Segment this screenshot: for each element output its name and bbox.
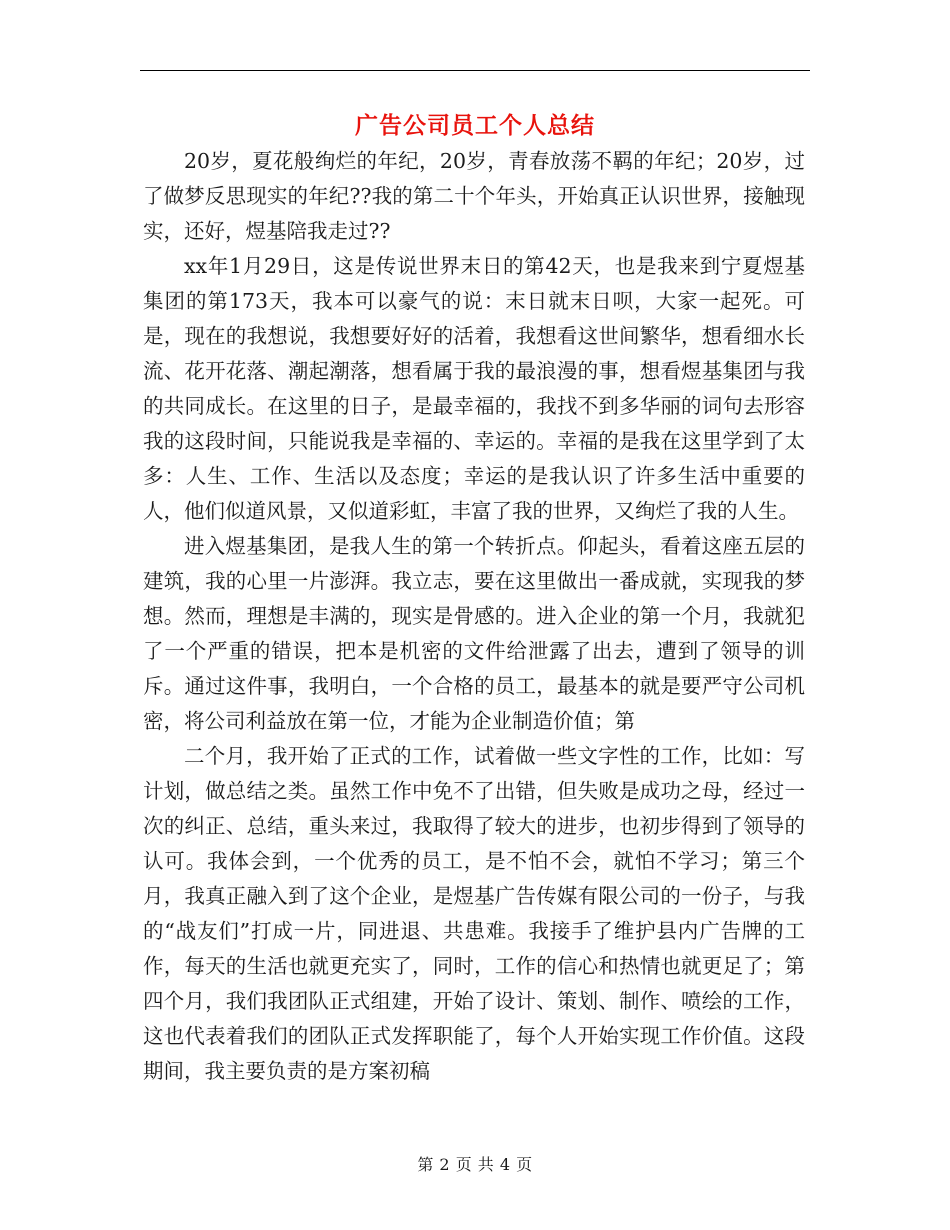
page-title: 广告公司员工个人总结 <box>355 112 595 139</box>
paragraph-2: xx年1月29日，这是传说世界末日的第42天，也是我来到宁夏煜基集团的第173天，我本可以豪气的说：末日就末日呗，大家一起死。可是，现在的我想说，我想要好好的活着，我想看这世间繁华，想看细水长流、花开花落、潮起潮落，想看属于我的最浪漫的事，想看煜基集团与我的共同成长。在这里的日子，是最幸福的，我找不到多华丽的词句去形容我的这段时间，只能说我是幸福的、幸运的。幸福的是我在这里学到了太多：人生、工作、生活以及态度；幸运的是我认识了许多生活中重要的人，他们似道风景，又似道彩虹，丰富了我的世界，又绚烂了我的人生。 <box>143 254 805 523</box>
page-footer: 第 2 页 共 4 页 <box>417 1155 533 1174</box>
paragraph-3: 进入煜基集团，是我人生的第一个转折点。仰起头，看着这座五层的建筑，我的心里一片澎湃。我立志，要在这里做出一番成就，实现我的梦想。然而，理想是丰满的，现实是骨感的。进入企业的第一个月，我就犯了一个严重的错误，把本是机密的文件给泄露了出去，遭到了领导的训斥。通过这件事，我明白，一个合格的员工，最基本的就是要严守公司机密，将公司利益放在第一位，才能为企业制造价值；第 <box>143 534 805 733</box>
body-text <box>143 144 805 1089</box>
header-rule <box>140 70 810 71</box>
paragraph-4: 二个月，我开始了正式的工作，试着做一些文字性的工作，比如：写计划，做总结之类。虽然工作中免不了出错，但失败是成功之母，经过一次的纠正、总结，重头来过，我取得了较大的进步，也初步得到了领导的认可。我体会到，一个优秀的员工，是不怕不会，就怕不学习；第三个月，我真正融入到了这个企业，是煜基广告传媒有限公司的一份子，与我的“战友们”打成一片，同进退、共患难。我接手了维护县内广告牌的工作，每天的生活也就更充实了，同时，工作的信心和热情也就更足了；第四个月，我们我团队正式组建，开始了设计、策划、制作、喷绘的工作，这也代表着我们的团队正式发挥职能了，每个人开始实现工作价值。这段期间，我主要负责的是方案初稿 <box>143 744 805 1083</box>
paragraph-1: 20岁，夏花般绚烂的年纪，20岁，青春放荡不羁的年纪；20岁，过了做梦反思现实的年纪??我的第二十个年头，开始真正认识世界，接触现实，还好，煜基陪我走过?? <box>143 149 805 243</box>
